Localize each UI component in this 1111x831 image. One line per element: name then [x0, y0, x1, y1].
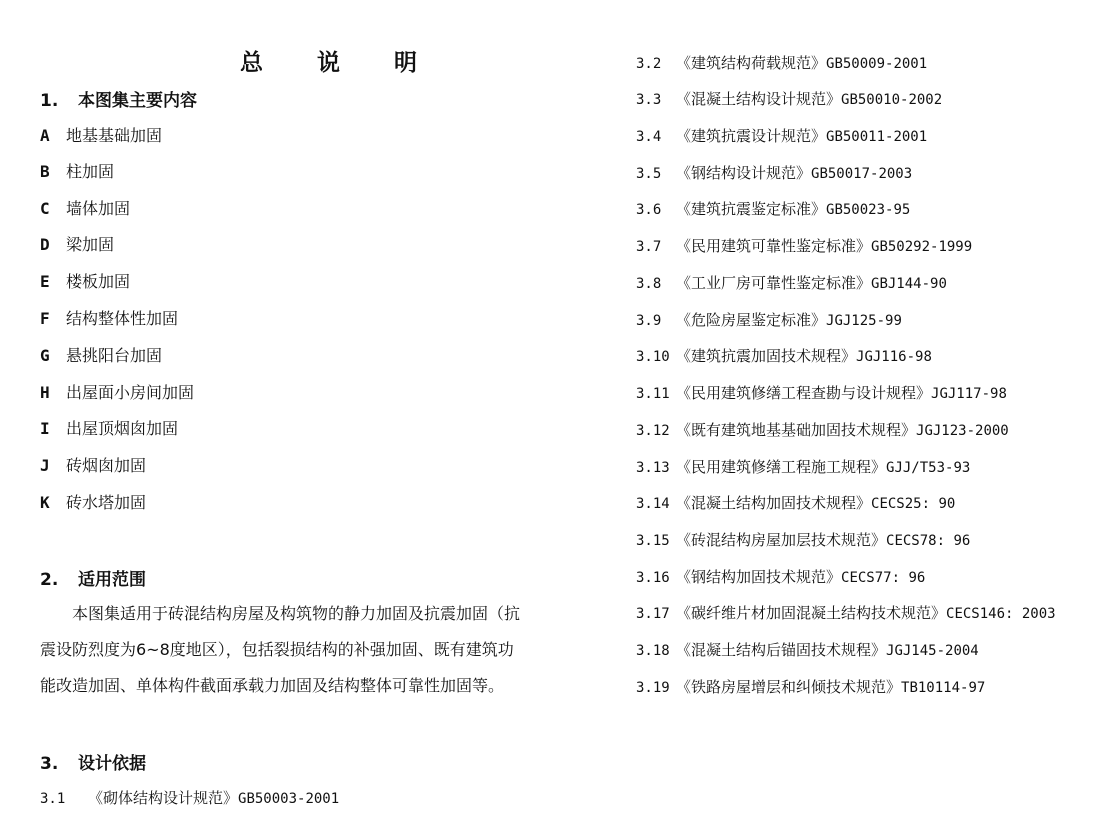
reference-name: 《民用建筑修缮工程施工规程》	[676, 458, 887, 476]
reference-number: 3.17	[636, 606, 670, 622]
reference-code: GB50003-2001	[238, 791, 340, 807]
paragraph-line: 震设防烈度为6~8度地区），包括裂损结构的补强加固、既有建筑功	[40, 640, 514, 659]
reference-name: 《砖混结构房屋加层技术规范》	[676, 531, 887, 549]
reference-code: TB10114-97	[901, 680, 986, 696]
reference-item	[636, 235, 972, 256]
reference-name: 《混凝土结构设计规范》	[676, 90, 842, 108]
reference-number: 3.14	[636, 496, 670, 512]
reference-name: 《民用建筑可靠性鉴定标准》	[676, 237, 872, 255]
reference-item	[636, 529, 970, 550]
reference-number: 3.5	[636, 166, 662, 182]
reference-number: 3.6	[636, 202, 662, 218]
item-letter: I	[40, 419, 50, 438]
item-text: 出屋面小房间加固	[66, 383, 195, 402]
list-item	[40, 343, 162, 366]
item-text: 楼板加固	[66, 272, 131, 291]
item-letter: J	[40, 456, 50, 475]
reference-code: GB50023-95	[826, 202, 911, 218]
item-text: 柱加固	[66, 162, 115, 181]
reference-code: JGJ116-98	[856, 349, 932, 365]
section-title: 本图集主要内容	[78, 91, 197, 111]
list-item	[40, 416, 178, 439]
reference-item	[636, 639, 979, 660]
reference-item	[636, 602, 1056, 623]
section-number: 3.	[40, 754, 59, 774]
item-letter: K	[40, 493, 50, 512]
list-item	[40, 306, 178, 329]
item-text: 墙体加固	[66, 199, 131, 218]
reference-item	[636, 676, 985, 697]
reference-name: 《混凝土结构加固技术规程》	[676, 494, 872, 512]
item-letter: F	[40, 309, 50, 328]
reference-number: 3.3	[636, 92, 662, 108]
reference-name: 《民用建筑修缮工程查勘与设计规程》	[676, 384, 932, 402]
reference-item	[636, 162, 912, 183]
reference-item	[636, 272, 947, 293]
reference-code: JGJ145-2004	[886, 643, 979, 659]
reference-item	[636, 198, 910, 219]
scope-paragraph	[40, 596, 592, 704]
reference-name: 《建筑抗震鉴定标准》	[676, 200, 827, 218]
reference-code: CECS25: 90	[871, 496, 956, 512]
section-number: 1.	[40, 91, 59, 111]
reference-name: 《工业厂房可靠性鉴定标准》	[676, 274, 872, 292]
item-letter: H	[40, 383, 50, 402]
list-item	[40, 232, 114, 255]
reference-name: 《既有建筑地基基础加固技术规程》	[676, 421, 917, 439]
section-title: 适用范围	[78, 570, 146, 590]
item-letter: C	[40, 199, 50, 218]
reference-number: 3.1	[40, 791, 66, 807]
reference-code: JGJ123-2000	[916, 423, 1009, 439]
reference-number: 3.19	[636, 680, 670, 696]
reference-item	[636, 382, 1007, 403]
item-text: 地基基础加固	[66, 126, 163, 145]
reference-code: GBJ144-90	[871, 276, 947, 292]
list-item	[40, 490, 146, 513]
item-text: 砖烟囱加固	[66, 456, 147, 475]
reference-code: CECS78: 96	[886, 533, 971, 549]
item-text: 出屋顶烟囱加固	[66, 419, 179, 438]
reference-code: JGJ117-98	[931, 386, 1007, 402]
list-item	[40, 269, 130, 292]
reference-number: 3.12	[636, 423, 670, 439]
reference-number: 3.11	[636, 386, 670, 402]
reference-number: 3.18	[636, 643, 670, 659]
reference-number: 3.10	[636, 349, 670, 365]
reference-name: 《建筑结构荷载规范》	[676, 54, 827, 72]
reference-number: 3.16	[636, 570, 670, 586]
reference-name: 《建筑抗震设计规范》	[676, 127, 827, 145]
section-3-heading	[40, 749, 146, 774]
item-text: 结构整体性加固	[66, 309, 179, 328]
reference-code: GB50009-2001	[826, 56, 928, 72]
item-text: 砖水塔加固	[66, 493, 147, 512]
item-text: 悬挑阳台加固	[66, 346, 163, 365]
reference-number: 3.9	[636, 313, 662, 329]
reference-item	[636, 309, 902, 330]
reference-item	[636, 566, 925, 587]
reference-name: 《危险房屋鉴定标准》	[676, 311, 827, 329]
reference-code: GJJ/T53-93	[886, 460, 971, 476]
list-item	[40, 380, 194, 403]
item-letter: A	[40, 126, 50, 145]
section-title: 设计依据	[78, 754, 146, 774]
reference-code: CECS77: 96	[841, 570, 926, 586]
list-item	[40, 123, 162, 146]
reference-item	[636, 492, 955, 513]
reference-code: CECS146: 2003	[946, 606, 1056, 622]
reference-item	[636, 125, 927, 146]
reference-number: 3.7	[636, 239, 662, 255]
paragraph-line: 能改造加固、单体构件截面承载力加固及结构整体可靠性加固等。	[40, 676, 505, 695]
item-letter: B	[40, 162, 50, 181]
reference-name: 《钢结构加固技术规范》	[676, 568, 842, 586]
reference-name: 《铁路房屋增层和纠倾技术规范》	[676, 678, 902, 696]
reference-item	[636, 456, 970, 477]
item-letter: D	[40, 235, 50, 254]
section-1-heading	[40, 86, 197, 111]
reference-item	[40, 787, 339, 808]
reference-code: JGJ125-99	[826, 313, 902, 329]
section-number: 2.	[40, 570, 59, 590]
reference-name: 《钢结构设计规范》	[676, 164, 812, 182]
reference-number: 3.4	[636, 129, 662, 145]
reference-name: 《建筑抗震加固技术规程》	[676, 347, 857, 365]
list-item	[40, 453, 146, 476]
reference-number: 3.2	[636, 56, 662, 72]
item-text: 梁加固	[66, 235, 115, 254]
reference-name: 《混凝土结构后锚固技术规程》	[676, 641, 887, 659]
reference-number: 3.8	[636, 276, 662, 292]
reference-name: 《碳纤维片材加固混凝土结构技术规范》	[676, 604, 947, 622]
reference-number: 3.15	[636, 533, 670, 549]
reference-code: GB50292-1999	[871, 239, 973, 255]
reference-item	[636, 88, 942, 109]
reference-item	[636, 52, 927, 73]
list-item	[40, 159, 114, 182]
reference-code: GB50017-2003	[811, 166, 913, 182]
reference-name: 《砌体结构设计规范》	[88, 789, 239, 807]
item-letter: G	[40, 346, 50, 365]
page-title: 总 说 明	[240, 50, 441, 76]
section-2-heading	[40, 565, 146, 590]
item-letter: E	[40, 272, 50, 291]
reference-number: 3.13	[636, 460, 670, 476]
list-item	[40, 196, 130, 219]
reference-code: GB50011-2001	[826, 129, 928, 145]
paragraph-line: 本图集适用于砖混结构房屋及构筑物的静力加固及抗震加固（抗	[72, 604, 521, 623]
reference-item	[636, 419, 1009, 440]
reference-code: GB50010-2002	[841, 92, 943, 108]
reference-item	[636, 345, 932, 366]
